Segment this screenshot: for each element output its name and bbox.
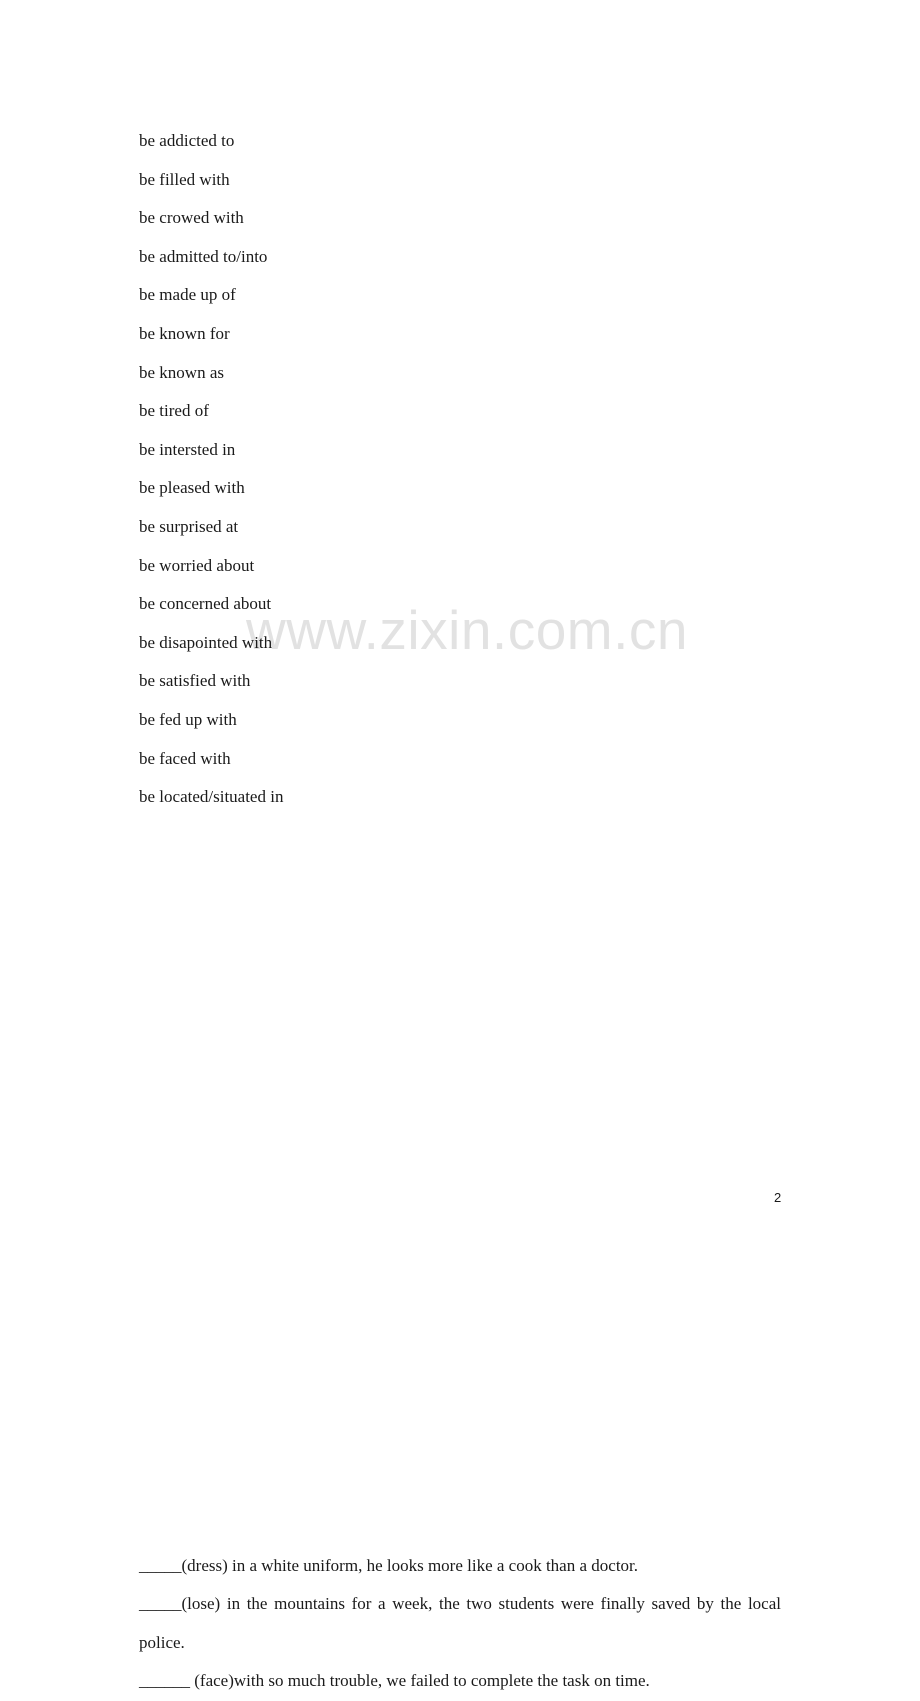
phrase-item: be crowed with (139, 208, 244, 228)
phrase-item: be disapointed with (139, 632, 273, 652)
phrase-list (139, 122, 920, 817)
phrase-item: be worried about (139, 555, 255, 575)
phrase-item: be addicted to (139, 131, 235, 150)
phrase-item: be located/situated in (139, 787, 284, 807)
phrase-item: be intersted in (139, 439, 236, 459)
page-number: 2 (774, 1190, 782, 1205)
phrase-item: be known for (139, 323, 230, 343)
exercise-sentence: _____(lose) in the mountains for a week, the two students were finally saved by the local police. (139, 1594, 781, 1652)
exercise-sentence: ______ (face)with so much trouble, we failed to complete the task on time. (139, 1671, 650, 1691)
phrase-item: be tired of (139, 401, 209, 421)
phrase-item: be filled with (139, 169, 230, 189)
phrase-item: be surprised at (139, 516, 239, 536)
phrase-item: be concerned about (139, 594, 272, 614)
exercise-sentence: _____(dress) in a white uniform, he looks more like a cook than a doctor. (139, 1555, 639, 1575)
exercise-section (139, 1547, 781, 1701)
phrase-item: be fed up with (139, 709, 237, 729)
phrase-item: be admitted to/into (139, 246, 268, 266)
phrase-item: be known as (139, 362, 224, 382)
phrase-item: be faced with (139, 748, 231, 768)
phrase-item: be satisfied with (139, 671, 251, 691)
watermark: www.zixin.com.cn (246, 599, 688, 661)
phrase-item: be made up of (139, 285, 236, 305)
phrase-item: be pleased with (139, 478, 245, 498)
